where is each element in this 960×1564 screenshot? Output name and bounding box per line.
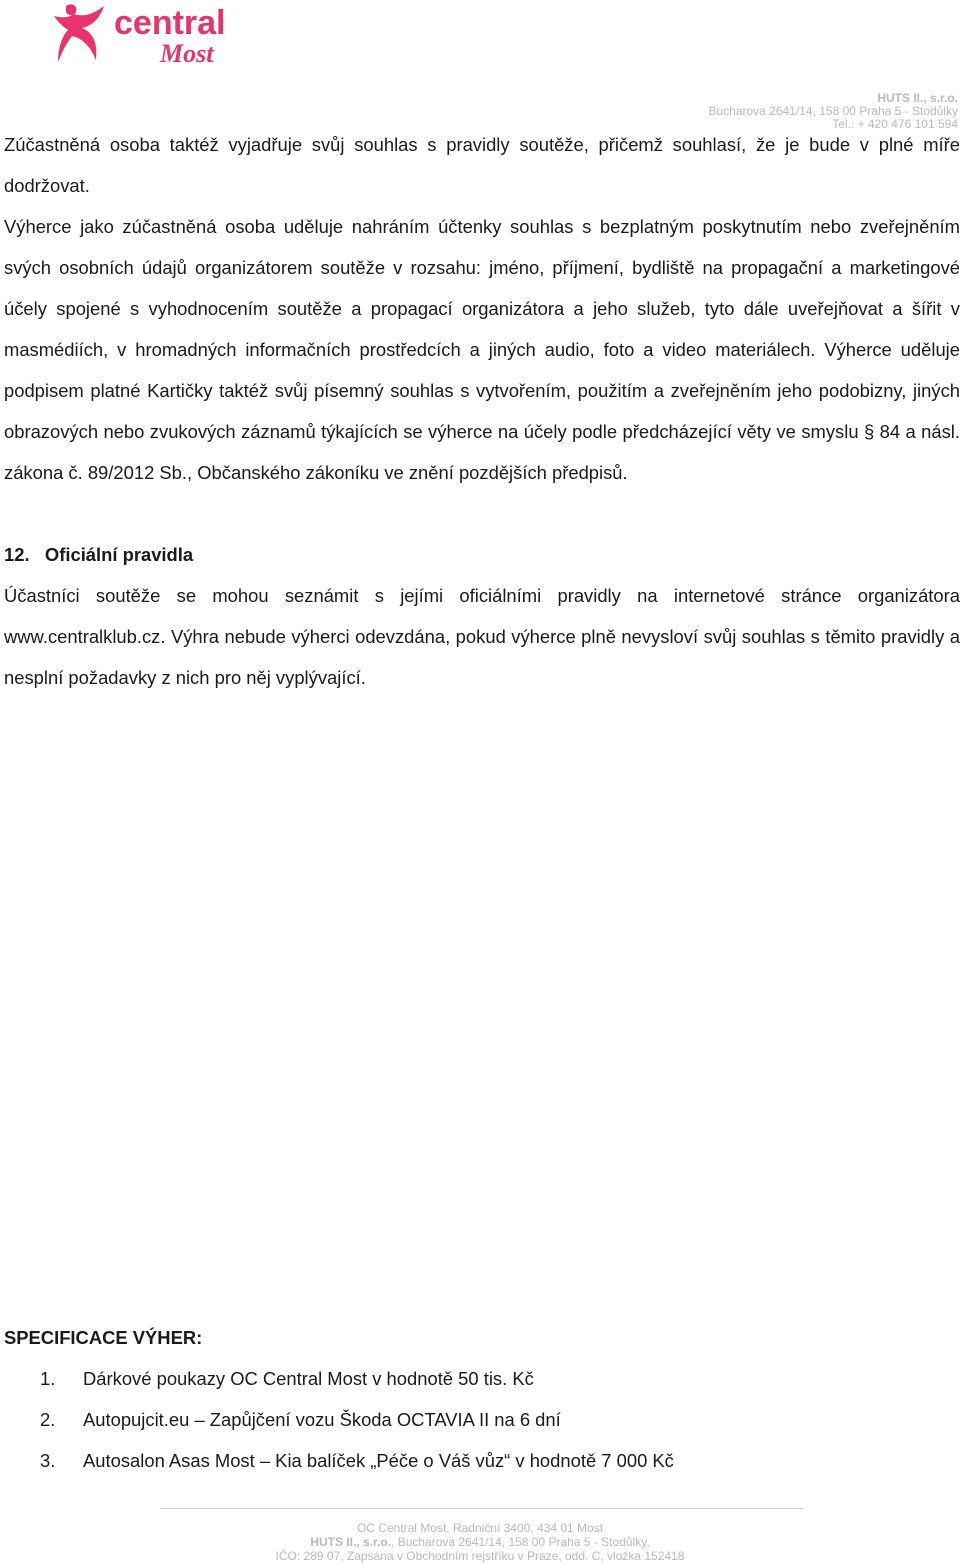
page-footer [0,1521,960,1563]
section-12-heading [4,534,960,575]
prize-spec-title: SPECIFICACE VÝHER: [4,1327,203,1348]
prize-text: Dárkové poukazy OC Central Most v hodnotě 50 tis. Kč [83,1368,534,1389]
paragraph-personal-data: Výherce jako zúčastněná osoba uděluje nahráním účtenky souhlas s bezplatným poskytnutím nebo zveřejněním svých osobních údajů organizátorem soutěže v rozsahu: jméno, příjmení, bydliště na propagační a marketingové účely spojené s vyhodnocením soutěže a propagací organizátora a jeho služeb, tyto dále uveřejňovat a šířit v masmédiích, v hromadných informačních prostředcích a jiných audio, foto a video materiálech. Výherce uděluje podpisem platné Kartičky taktéž svůj písemný souhlas s vytvořením, použitím a zveřejněním jeho podobizny, jiných obrazových nebo zvukových záznamů týkajících se výherce na účely podle předcházející věty ve smyslu § 84 a násl. zákona č. 89/2012 Sb., Občanského zákoníku ve znění pozdějších předpisů. [4,216,960,483]
prize-text: Autopujcit.eu – Zapůjčení vozu Škoda OCTAVIA II na 6 dní [83,1409,561,1430]
prize-number: 3. [40,1450,56,1471]
paragraph-official-rules: Účastníci soutěže se mohou seznámit s jejími oficiálními pravidly na internetové stránce organizátora www.centralklub.cz. Výhra nebude výherci odevzdána, pokud výherce plně nevysloví svůj souhlas s těmito pravidly a nesplní požadavky z nich pro něj vyplývající. [4,585,960,688]
logo-mark-icon [52,0,242,70]
prize-text: Autosalon Asas Most – Kia balíček „Péče o Váš vůz“ v hodnotě 7 000 Kč [83,1450,674,1471]
paragraph-consent-rules: Zúčastněná osoba taktéž vyjadřuje svůj souhlas s pravidly soutěže, přičemž souhlasí, že je bude v plné míře dodržovat. [4,134,960,196]
footer-company-address: , Bucharova 2641/14, 158 00 Praha 5 - Stodůlky, [391,1535,650,1549]
section-number: 12. [4,544,30,565]
footer-line-1: OC Central Most, Radniční 3400, 434 01 Most [356,1521,604,1535]
company-phone: Tel.: + 420 476 101 594 [832,117,958,131]
section-title: Oficiální pravidla [44,544,194,565]
logo-word-central: central [114,4,226,42]
prize-item [4,1358,944,1399]
logo-word-most: Most [160,39,214,68]
company-address: Bucharova 2641/14, 158 00 Praha 5 - Stodůlky [708,104,958,118]
prize-item [4,1440,944,1481]
central-most-logo [52,0,242,70]
prize-spec-list [4,1358,944,1481]
prize-number: 1. [40,1368,56,1389]
document-body [4,124,960,698]
footer-divider [160,1508,804,1509]
footer-line-2 [0,1535,960,1549]
footer-company-name: HUTS II., s.r.o. [310,1535,392,1549]
footer-line-3: IČO: 289 07, Zapsána v Obchodním rejstříku v Praze, odd. C, vložka 152418 [275,1549,685,1563]
company-name: HUTS II., s.r.o. [877,91,958,105]
prize-item [4,1399,944,1440]
prize-number: 2. [40,1409,56,1430]
